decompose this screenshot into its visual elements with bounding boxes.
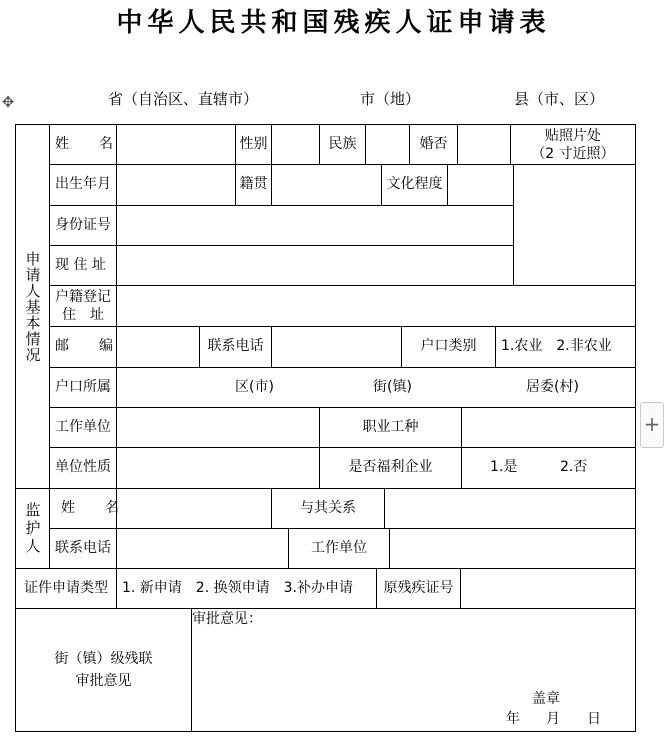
employer-label: 工作单位 [50,408,117,448]
id-number-label: 身份证号 [50,206,117,246]
gender-label: 性别 [236,124,272,165]
photo-label: 贴照片处 [545,127,601,144]
add-row-icon[interactable]: + [640,402,664,448]
applicant-phone-field[interactable] [272,327,402,368]
address-label: 现 住 址 [50,246,117,286]
hukou-belong-field[interactable] [117,368,636,408]
native-place-field[interactable] [272,165,382,206]
postcode-field[interactable] [117,327,200,368]
guardian-employer-label: 工作单位 [289,529,390,569]
welfare-no-option[interactable]: 2.否 [560,459,588,476]
approval-org-line2: 审批意见 [75,673,132,689]
district-label: 区(市) [235,378,274,395]
education-field[interactable] [448,165,514,206]
form-title: 中华人民共和国残疾人证申请表 [116,8,551,38]
id-number-field[interactable] [117,206,514,246]
approval-opinion-label: 审批意见： [192,611,262,627]
occupation-label: 职业工种 [320,408,462,448]
photo-box[interactable] [511,124,636,165]
guardian-phone-label: 联系电话 [50,529,117,569]
employer-type-label: 单位性质 [50,448,117,489]
welfare-label: 是否福利企业 [320,448,462,489]
province-label: 省（自治区、直辖市） [108,90,259,108]
cert-type-options[interactable]: 1. 新申请 2. 换领申请 3.补办申请 [117,569,377,609]
applicant-phone-label: 联系电话 [200,327,272,368]
employer-field[interactable] [117,408,320,448]
county-label: 县（市、区） [514,90,605,108]
hukou-belong-label: 户口所属 [50,368,117,408]
welfare-options[interactable] [462,448,636,489]
household-address-label [50,286,117,327]
postcode-label: 邮编 [50,327,117,368]
gender-field[interactable] [272,124,320,165]
guardian-name-field[interactable] [117,489,272,529]
household-address-line1: 户籍登记 [55,289,111,305]
seal-label: 盖章 [532,691,560,707]
guardian-relation-field[interactable] [385,489,636,529]
applicant-section-text: 申请人基本情况 [23,250,42,363]
native-place-label: 籍贯 [236,165,272,206]
birth-field[interactable] [117,165,236,206]
guardian-phone-field[interactable] [117,529,289,569]
hukou-type-label: 户口类别 [402,327,496,368]
old-cert-field[interactable] [461,569,636,609]
welfare-yes-option[interactable]: 1.是 [490,459,518,476]
guardian-employer-field[interactable] [390,529,636,569]
guardian-section-label [15,489,50,569]
committee-label: 居委(村) [526,378,579,395]
occupation-field[interactable] [462,408,636,448]
month-label: 月 [546,711,560,727]
applicant-section-label [15,124,50,489]
employer-type-field[interactable] [117,448,320,489]
name-label: 姓名 [50,124,117,165]
ethnicity-label: 民族 [320,124,366,165]
ethnicity-field[interactable] [366,124,410,165]
old-cert-label: 原残疾证号 [377,569,461,609]
guardian-name-label: 姓名 [50,489,117,529]
year-label: 年 [506,711,520,727]
education-label: 文化程度 [382,165,448,206]
city-label: 市（地） [360,90,421,108]
photo-area [514,165,636,286]
household-address-line2: 住 址 [62,307,104,323]
day-label: 日 [587,711,601,727]
approval-opinion-field[interactable] [192,609,636,732]
marital-label: 婚否 [410,124,458,165]
household-address-field[interactable] [117,286,636,327]
guardian-section-text: 监护人 [23,501,42,556]
approval-org-line1: 街（镇）级残联 [54,651,153,667]
guardian-relation-label: 与其关系 [272,489,385,529]
hukou-type-options[interactable]: 1.农业 2.非农业 [496,327,636,368]
marital-field[interactable] [458,124,511,165]
photo-size-label: （2 寸近照） [531,145,615,162]
birth-label: 出生年月 [50,165,117,206]
name-field[interactable] [117,124,236,165]
cert-type-label: 证件申请类型 [15,569,117,609]
street-label: 街(镇) [373,378,412,395]
move-handle-icon[interactable]: ✥ [1,93,15,111]
approval-org-label [15,609,192,732]
address-field[interactable] [117,246,514,286]
